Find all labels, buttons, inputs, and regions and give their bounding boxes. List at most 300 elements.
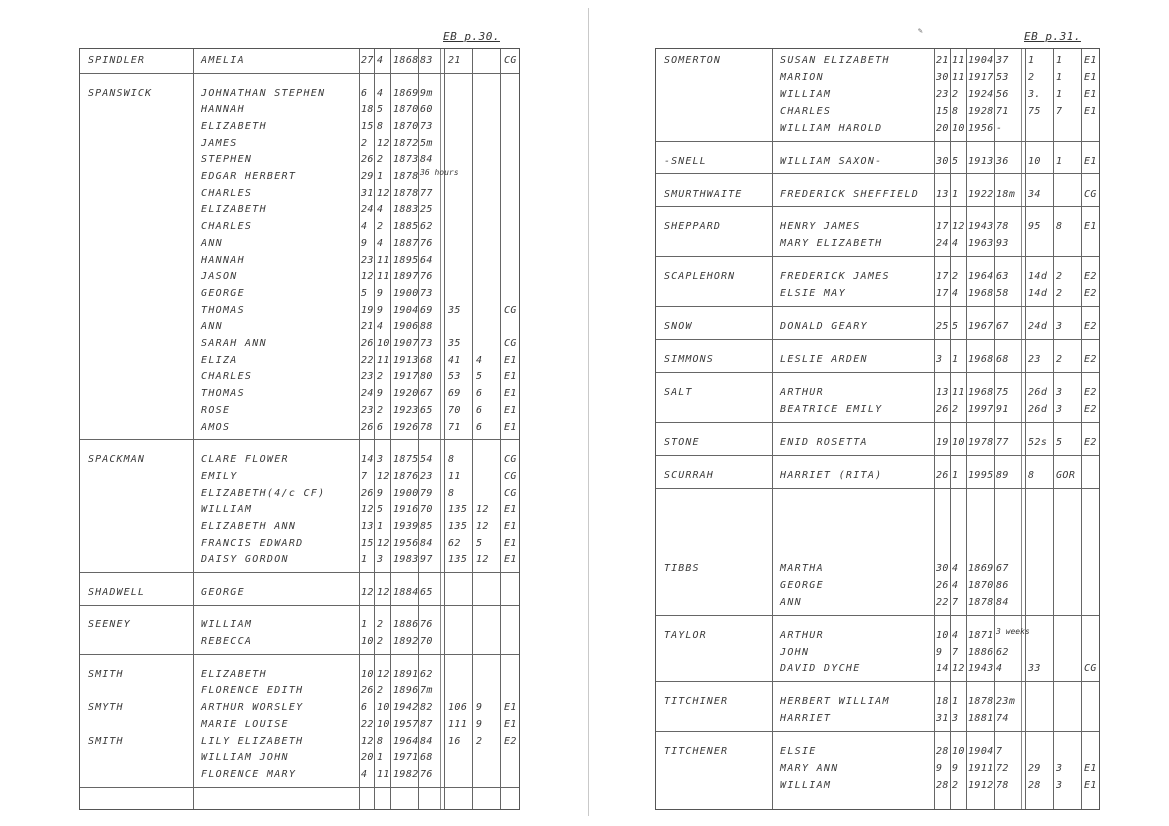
name-cell: FREDERICK SHEFFIELD xyxy=(780,188,920,200)
row-cell: 4 xyxy=(476,354,483,366)
name-cell: HARRIET (RITA) xyxy=(780,469,883,481)
day-cell: 27 xyxy=(361,55,374,66)
row-cell: 7 xyxy=(1056,105,1063,117)
age-cell: 67 xyxy=(996,321,1009,333)
age-cell: 86 xyxy=(996,579,1009,591)
surname-cell: TAYLOR xyxy=(664,629,707,641)
name-cell: HENRY JAMES xyxy=(780,221,861,233)
year-cell: 1875 xyxy=(393,454,419,466)
age-cell: 78 xyxy=(996,221,1009,233)
row-cell: 3 xyxy=(1056,403,1063,415)
month-cell: 2 xyxy=(377,404,384,416)
section-cell: E1 xyxy=(504,504,517,516)
grave-cell: 8 xyxy=(1028,469,1035,481)
year-cell: 1891 xyxy=(393,668,419,680)
grave-cell: 3. xyxy=(1028,88,1041,100)
year-cell: 1906 xyxy=(393,321,419,333)
grave-cell: 29 xyxy=(1028,763,1041,775)
age-cell: 87 xyxy=(420,718,433,730)
surname-cell: SMITH xyxy=(88,668,124,680)
month-cell: 10 xyxy=(952,122,965,134)
year-cell: 1920 xyxy=(393,388,419,400)
name-cell: CHARLES xyxy=(201,187,253,199)
grave-cell: 41 xyxy=(448,354,461,366)
row-cell: 5 xyxy=(476,537,483,549)
row-cell: 2 xyxy=(1056,288,1063,300)
name-cell: ELIZABETH xyxy=(201,204,267,216)
month-cell: 4 xyxy=(377,204,384,216)
day-cell: 24 xyxy=(361,204,374,216)
month-cell: 4 xyxy=(952,579,959,591)
year-cell: 1885 xyxy=(393,221,419,233)
year-cell: 1997 xyxy=(968,403,994,415)
section-cell: CG xyxy=(504,487,517,499)
age-cell: 36 xyxy=(996,155,1009,167)
grave-cell: 11 xyxy=(448,470,461,482)
year-cell: 1928 xyxy=(968,105,994,117)
name-cell: WILLIAM SAXON- xyxy=(780,155,883,167)
age-cell: 23 xyxy=(420,470,433,482)
surname-cell: SIMMONS xyxy=(664,354,714,366)
row-cell: 6 xyxy=(476,388,483,400)
register-sheet-left xyxy=(79,48,520,810)
age-cell: 84 xyxy=(420,735,433,747)
age-cell: 68 xyxy=(420,752,433,764)
age-cell: 74 xyxy=(996,713,1009,725)
name-cell: DONALD GEARY xyxy=(780,321,868,333)
section-cell: CG xyxy=(504,470,517,482)
surname-cell: SCAPLEHORN xyxy=(664,271,736,283)
month-cell: 8 xyxy=(377,120,384,132)
age-cell: 9m xyxy=(420,87,433,99)
name-cell: CHARLES xyxy=(201,371,253,383)
name-cell: ELIZABETH ANN xyxy=(201,520,297,532)
surname-cell: SALT xyxy=(664,387,693,399)
row-cell: GOR xyxy=(1056,469,1076,481)
month-cell: 12 xyxy=(952,221,965,233)
grave-cell: 106 xyxy=(448,702,468,714)
name-cell: ELIZABETH xyxy=(201,668,267,680)
grave-cell: 8 xyxy=(448,487,455,499)
section-cell: E2 xyxy=(1084,436,1097,448)
age-cell: 67 xyxy=(420,388,433,400)
name-cell: MARIE LOUISE xyxy=(201,718,289,730)
surname-cell: -SNELL xyxy=(664,155,707,167)
grave-cell: 69 xyxy=(448,388,461,400)
month-cell: 3 xyxy=(952,713,959,725)
year-cell: 1911 xyxy=(968,763,994,775)
day-cell: 9 xyxy=(361,237,368,249)
day-cell: 22 xyxy=(361,354,374,366)
day-cell: 14 xyxy=(936,663,949,675)
month-cell: 12 xyxy=(377,537,390,549)
year-cell: 1923 xyxy=(393,404,419,416)
section-cell: CG xyxy=(1084,663,1097,675)
year-cell: 1995 xyxy=(968,469,994,481)
year-cell: 1957 xyxy=(393,718,419,730)
day-cell: 26 xyxy=(361,421,374,433)
year-cell: 1897 xyxy=(393,271,419,283)
age-cell: 77 xyxy=(996,436,1009,448)
day-cell: 19 xyxy=(936,436,949,448)
pen-mark: ✎ xyxy=(918,26,923,35)
column-rule xyxy=(772,49,773,809)
row-cell: 2 xyxy=(1056,271,1063,283)
year-cell: 1878 xyxy=(393,187,419,199)
month-cell: 9 xyxy=(377,304,384,316)
section-cell: E1 xyxy=(504,702,517,714)
year-cell: 1871 xyxy=(968,629,994,641)
year-cell: 1978 xyxy=(968,436,994,448)
day-cell: 13 xyxy=(936,387,949,399)
day-cell: 5 xyxy=(361,287,368,299)
day-cell: 22 xyxy=(936,596,949,608)
day-cell: 17 xyxy=(936,271,949,283)
day-cell: 10 xyxy=(936,629,949,641)
grave-cell: 1 xyxy=(1028,55,1035,66)
month-cell: 10 xyxy=(377,338,390,350)
day-cell: 22 xyxy=(361,718,374,730)
month-cell: 8 xyxy=(377,735,384,747)
surname-cell: SHADWELL xyxy=(88,586,145,598)
year-cell: 1913 xyxy=(393,354,419,366)
group-divider xyxy=(656,681,1099,682)
day-cell: 26 xyxy=(361,487,374,499)
row-cell: 1 xyxy=(1056,155,1063,167)
day-cell: 26 xyxy=(936,579,949,591)
grave-cell: 52s xyxy=(1028,436,1048,448)
day-cell: 12 xyxy=(361,735,374,747)
day-cell: 13 xyxy=(936,188,949,200)
row-cell: 1 xyxy=(1056,55,1063,66)
age-cell: 93 xyxy=(996,238,1009,250)
year-cell: 1904 xyxy=(968,746,994,758)
year-cell: 1870 xyxy=(393,120,419,132)
age-cell: 76 xyxy=(420,237,433,249)
month-cell: 1 xyxy=(952,188,959,200)
age-cell: 78 xyxy=(420,421,433,433)
group-divider xyxy=(656,731,1099,732)
year-cell: 1876 xyxy=(393,470,419,482)
day-cell: 15 xyxy=(936,105,949,117)
age-cell: 62 xyxy=(420,221,433,233)
day-cell: 12 xyxy=(361,504,374,516)
name-cell: ELSIE MAY xyxy=(780,288,846,300)
surname-cell: SEENEY xyxy=(88,619,131,631)
surname-cell: SMYTH xyxy=(88,702,124,714)
year-cell: 1870 xyxy=(968,579,994,591)
month-cell: 5 xyxy=(952,321,959,333)
age-cell: 73 xyxy=(420,287,433,299)
age-cell: 73 xyxy=(420,338,433,350)
month-cell: 2 xyxy=(377,619,384,631)
age-cell: 62 xyxy=(996,646,1009,658)
row-cell: 5 xyxy=(476,371,483,383)
year-cell: 1912 xyxy=(968,780,994,791)
column-rule xyxy=(444,49,445,809)
section-cell: E1 xyxy=(504,537,517,549)
year-cell: 1904 xyxy=(393,304,419,316)
section-cell: E1 xyxy=(504,520,517,532)
year-cell: 1896 xyxy=(393,685,419,697)
name-cell: WILLIAM xyxy=(201,504,253,516)
grave-cell: 8 xyxy=(448,454,455,466)
day-cell: 6 xyxy=(361,702,368,714)
row-cell: 9 xyxy=(476,718,483,730)
age-cell: 70 xyxy=(420,504,433,516)
age-cell: 91 xyxy=(996,403,1009,415)
column-rule xyxy=(472,49,473,809)
day-cell: 19 xyxy=(361,304,374,316)
name-cell: CLARE FLOWER xyxy=(201,454,289,466)
group-divider xyxy=(656,372,1099,373)
year-cell: 1968 xyxy=(968,288,994,300)
age-cell: 68 xyxy=(420,354,433,366)
month-cell: 1 xyxy=(952,696,959,708)
year-cell: 1878 xyxy=(968,596,994,608)
month-cell: 4 xyxy=(952,629,959,641)
age-cell: 60 xyxy=(420,104,433,116)
name-cell: WILLIAM HAROLD xyxy=(780,122,883,134)
age-cell: 69 xyxy=(420,304,433,316)
year-cell: 1956 xyxy=(968,122,994,134)
grave-cell: 14d xyxy=(1028,288,1048,300)
section-cell: E1 xyxy=(1084,71,1097,83)
day-cell: 6 xyxy=(361,87,368,99)
age-cell: 76 xyxy=(420,271,433,283)
row-cell: 3 xyxy=(1056,387,1063,399)
day-cell: 4 xyxy=(361,768,368,780)
column-rule xyxy=(950,49,951,809)
month-cell: 2 xyxy=(952,88,959,100)
year-cell: 1892 xyxy=(393,636,419,648)
day-cell: 12 xyxy=(361,271,374,283)
section-cell: CG xyxy=(504,338,517,350)
day-cell: 9 xyxy=(936,646,943,658)
section-cell: E1 xyxy=(504,421,517,433)
name-cell: BEATRICE EMILY xyxy=(780,403,883,415)
year-cell: 1924 xyxy=(968,88,994,100)
grave-cell: 34 xyxy=(1028,188,1041,200)
row-cell: 2 xyxy=(1056,354,1063,366)
surname-cell: SOMERTON xyxy=(664,55,721,66)
day-cell: 28 xyxy=(936,780,949,791)
surname-cell: TITCHINER xyxy=(664,696,729,708)
day-cell: 23 xyxy=(936,88,949,100)
month-cell: 11 xyxy=(952,387,965,399)
year-cell: 1916 xyxy=(393,504,419,516)
age-cell: 75 xyxy=(996,387,1009,399)
year-cell: 1983 xyxy=(393,554,419,566)
name-cell: ELIZA xyxy=(201,354,238,366)
section-cell: E1 xyxy=(1084,780,1097,791)
year-cell: 1868 xyxy=(393,55,419,66)
day-cell: 23 xyxy=(361,404,374,416)
day-cell: 20 xyxy=(936,122,949,134)
group-divider xyxy=(656,306,1099,307)
section-cell: E1 xyxy=(1084,55,1097,66)
name-cell: ARTHUR xyxy=(780,629,824,641)
row-cell: 12 xyxy=(476,554,489,566)
month-cell: 12 xyxy=(377,137,390,149)
year-cell: 1922 xyxy=(968,188,994,200)
row-cell: 6 xyxy=(476,404,483,416)
month-cell: 11 xyxy=(377,768,390,780)
day-cell: 23 xyxy=(361,371,374,383)
group-divider xyxy=(656,339,1099,340)
name-cell: FREDERICK JAMES xyxy=(780,271,890,283)
year-cell: 1964 xyxy=(393,735,419,747)
group-divider xyxy=(656,173,1099,174)
age-cell: 78 xyxy=(996,780,1009,791)
age-cell: 67 xyxy=(996,562,1009,574)
name-cell: AMELIA xyxy=(201,55,245,66)
month-cell: 4 xyxy=(952,288,959,300)
age-cell: 56 xyxy=(996,88,1009,100)
age-cell: 70 xyxy=(420,636,433,648)
name-cell: THOMAS xyxy=(201,304,245,316)
group-divider xyxy=(80,572,519,573)
month-cell: 1 xyxy=(377,171,384,183)
age-cell: 82 xyxy=(420,702,433,714)
surname-cell: SPINDLER xyxy=(88,55,145,66)
age-cell: 84 xyxy=(996,596,1009,608)
day-cell: 26 xyxy=(361,154,374,166)
column-rule xyxy=(1021,49,1022,809)
name-cell: SUSAN ELIZABETH xyxy=(780,55,890,66)
section-cell: E1 xyxy=(504,718,517,730)
age-cell: 54 xyxy=(420,454,433,466)
day-cell: 12 xyxy=(361,586,374,598)
age-cell: 76 xyxy=(420,768,433,780)
year-cell: 1964 xyxy=(968,271,994,283)
day-cell: 26 xyxy=(936,403,949,415)
grave-cell: 14d xyxy=(1028,271,1048,283)
day-cell: 18 xyxy=(936,696,949,708)
name-cell: ARTHUR xyxy=(780,387,824,399)
day-cell: 9 xyxy=(936,763,943,775)
group-divider xyxy=(80,73,519,74)
day-cell: 3 xyxy=(936,354,943,366)
register-sheet-right xyxy=(655,48,1100,810)
year-cell: 1917 xyxy=(393,371,419,383)
section-cell: E2 xyxy=(1084,288,1097,300)
age-cell: 79 xyxy=(420,487,433,499)
month-cell: 5 xyxy=(377,104,384,116)
section-cell: CG xyxy=(504,304,517,316)
name-cell: AMOS xyxy=(201,421,231,433)
surname-cell: SMURTHWAITE xyxy=(664,188,743,200)
grave-cell: 70 xyxy=(448,404,461,416)
column-rule xyxy=(934,49,935,809)
month-cell: 4 xyxy=(377,237,384,249)
name-cell: LILY ELIZABETH xyxy=(201,735,304,747)
section-cell: E1 xyxy=(1084,221,1097,233)
day-cell: 21 xyxy=(936,55,949,66)
group-divider xyxy=(656,256,1099,257)
page-fold xyxy=(588,8,589,816)
year-cell: 1968 xyxy=(968,354,994,366)
month-cell: 2 xyxy=(377,371,384,383)
month-cell: 2 xyxy=(952,780,959,791)
age-cell: 5m xyxy=(420,137,433,149)
year-cell: 1900 xyxy=(393,487,419,499)
year-cell: 1904 xyxy=(968,55,994,66)
section-cell: E1 xyxy=(504,554,517,566)
section-cell: E1 xyxy=(504,354,517,366)
grave-cell: 16 xyxy=(448,735,461,747)
name-cell: JOHNATHAN STEPHEN xyxy=(201,87,326,99)
age-cell: 88 xyxy=(420,321,433,333)
name-cell: SARAH ANN xyxy=(201,338,267,350)
month-cell: 1 xyxy=(952,469,959,481)
group-divider xyxy=(656,455,1099,456)
name-cell: HERBERT WILLIAM xyxy=(780,696,890,708)
name-cell: ELSIE xyxy=(780,746,817,758)
name-cell: ENID ROSETTA xyxy=(780,436,868,448)
day-cell: 15 xyxy=(361,537,374,549)
day-cell: 25 xyxy=(936,321,949,333)
day-cell: 30 xyxy=(936,71,949,83)
month-cell: 9 xyxy=(952,763,959,775)
row-cell: 12 xyxy=(476,520,489,532)
name-cell: CHARLES xyxy=(201,221,253,233)
section-cell: E1 xyxy=(1084,105,1097,117)
month-cell: 4 xyxy=(952,562,959,574)
month-cell: 8 xyxy=(952,105,959,117)
year-cell: 1971 xyxy=(393,752,419,764)
row-cell: 6 xyxy=(476,421,483,433)
day-cell: 10 xyxy=(361,668,374,680)
year-cell: 1939 xyxy=(393,520,419,532)
page-ref-left: EB p.30. xyxy=(443,30,500,43)
month-cell: 2 xyxy=(952,271,959,283)
month-cell: 12 xyxy=(377,470,390,482)
month-cell: 5 xyxy=(377,504,384,516)
section-cell: CG xyxy=(1084,188,1097,200)
surname-cell: STONE xyxy=(664,436,700,448)
name-cell: MARY ELIZABETH xyxy=(780,238,883,250)
column-rule xyxy=(359,49,360,809)
section-cell: E2 xyxy=(1084,354,1097,366)
row-cell: 9 xyxy=(476,702,483,714)
section-cell: E2 xyxy=(1084,403,1097,415)
day-cell: 7 xyxy=(361,470,368,482)
month-cell: 1 xyxy=(952,354,959,366)
section-cell: E2 xyxy=(1084,321,1097,333)
row-cell: 8 xyxy=(1056,221,1063,233)
column-rule xyxy=(1025,49,1026,809)
year-cell: 1982 xyxy=(393,768,419,780)
day-cell: 31 xyxy=(361,187,374,199)
row-cell: 12 xyxy=(476,504,489,516)
section-cell: E1 xyxy=(504,371,517,383)
month-cell: 5 xyxy=(952,155,959,167)
age-cell: 97 xyxy=(420,554,433,566)
surname-cell: TIBBS xyxy=(664,562,700,574)
name-cell: CHARLES xyxy=(780,105,832,117)
month-cell: 4 xyxy=(377,55,384,66)
grave-cell: 21 xyxy=(448,55,461,66)
day-cell: 30 xyxy=(936,562,949,574)
row-cell: 1 xyxy=(1056,71,1063,83)
month-cell: 2 xyxy=(377,685,384,697)
group-divider xyxy=(80,605,519,606)
year-cell: 1895 xyxy=(393,254,419,266)
month-cell: 9 xyxy=(377,388,384,400)
year-cell: 1878 xyxy=(968,696,994,708)
year-cell: 1883 xyxy=(393,204,419,216)
